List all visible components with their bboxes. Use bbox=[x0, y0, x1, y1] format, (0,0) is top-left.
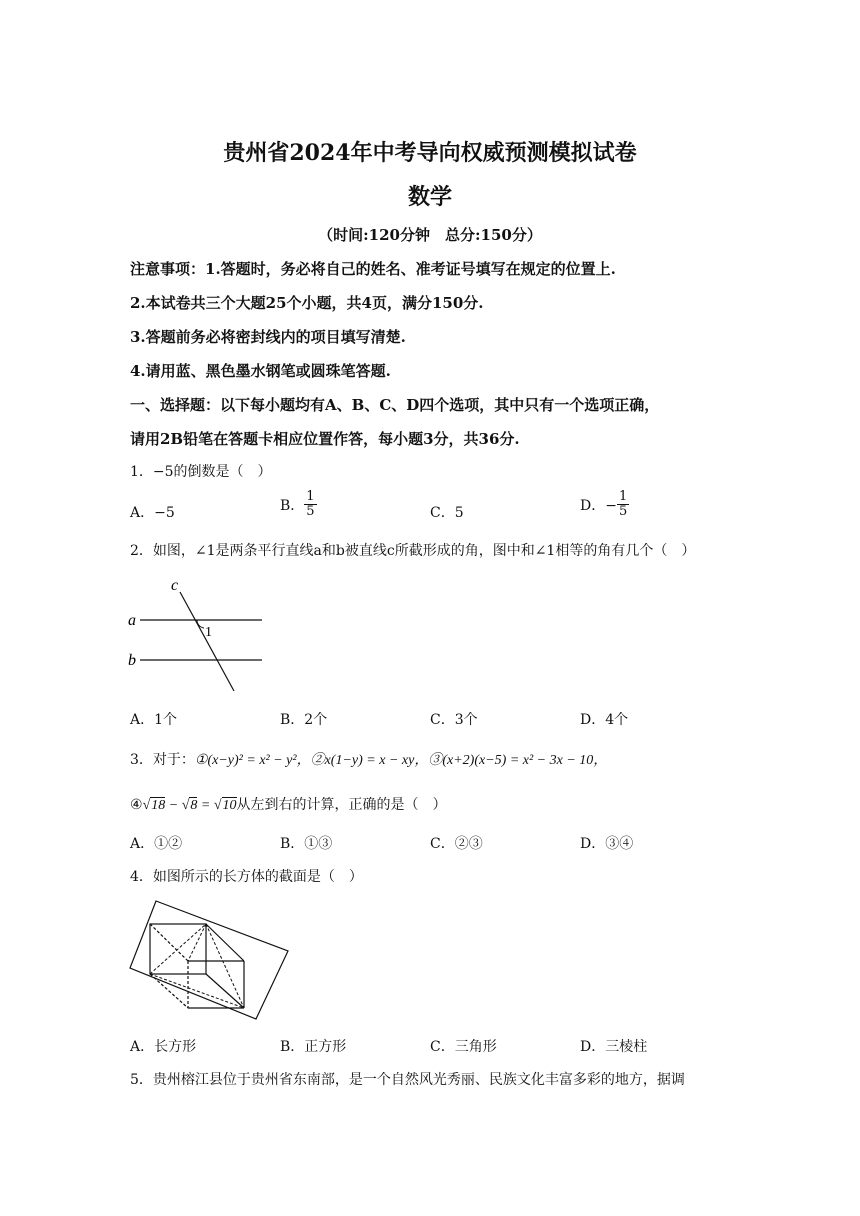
q1-option-d-fraction bbox=[617, 490, 629, 520]
exam-subject: 数学 bbox=[407, 184, 452, 210]
line-c bbox=[180, 592, 234, 691]
edge-top-right bbox=[206, 924, 244, 961]
q1-option-d bbox=[580, 490, 629, 520]
notice-line-2: 2.本试卷共三个大题25个小题，共4页，满分150分. bbox=[130, 294, 484, 312]
q1-d-den: 5 bbox=[618, 504, 628, 520]
q4-stem: 4．如图所示的长方体的截面是（ ） bbox=[130, 869, 363, 885]
notice-line-3: 3.答题前务必将密封线内的项目填写清楚. bbox=[130, 328, 406, 346]
q5-stem: 5．贵州榕江县位于贵州省东南部，是一个自然风光秀丽、民族文化丰富多彩的地方，据调 bbox=[130, 1072, 685, 1088]
edge-bottom-left-hidden bbox=[150, 974, 188, 1008]
fig-label-a: a bbox=[128, 612, 136, 629]
q4-option-d: D．三棱柱 bbox=[580, 1039, 648, 1055]
q1-option-b-label: B． bbox=[280, 497, 305, 514]
notice-line-1: 注意事项：1.答题时，务必将自己的姓名、准考证号填写在规定的位置上. bbox=[130, 260, 616, 278]
q3-expr-4-circle: ④ bbox=[130, 797, 143, 813]
q1-d-num: 1 bbox=[618, 489, 628, 504]
q3-equals: = bbox=[197, 798, 214, 813]
q2-stem: 2．如图，∠1是两条平行直线a和b被直线c所截形成的角，图中和∠1相等的角有几个（ ） bbox=[130, 543, 696, 559]
q2-option-a: A．1个 bbox=[130, 712, 178, 728]
section-diagonal-1 bbox=[188, 924, 206, 961]
q1-option-b bbox=[280, 490, 317, 520]
q4-option-b: B．正方形 bbox=[280, 1039, 347, 1055]
q1-b-num: 1 bbox=[306, 489, 315, 504]
q3-line-2 bbox=[130, 794, 447, 814]
fig-label-b: b bbox=[128, 652, 136, 669]
section1-instruction-1: 一、选择题：以下每小题均有A、B、C、D四个选项，其中只有一个选项正确， bbox=[130, 396, 660, 414]
section-diagonal-3 bbox=[150, 974, 244, 1008]
q1-option-d-label: D．− bbox=[580, 497, 617, 514]
q3-sqrt-18: 18 bbox=[151, 798, 166, 813]
q2-option-d: D．4个 bbox=[580, 712, 629, 728]
q3-expr-1: ①(x−y)² = x² − y²， bbox=[194, 753, 311, 768]
q1-option-c: C．5 bbox=[430, 505, 464, 521]
q3-option-a: A．①② bbox=[130, 836, 183, 852]
q3-option-b: B．①③ bbox=[280, 836, 333, 852]
q4-option-c: C．三角形 bbox=[430, 1039, 497, 1055]
q1-option-a: A．−5 bbox=[130, 505, 175, 521]
notice-line-4: 4.请用蓝、黑色墨水钢笔或圆珠笔答题. bbox=[130, 362, 391, 380]
q3-sqrt-8: 8 bbox=[190, 798, 198, 813]
q3-tail: 从左到右的计算，正确的是（ ） bbox=[236, 797, 447, 813]
section-diagonal-2 bbox=[206, 924, 244, 1008]
q3-expr-3: ③(x+2)(x−5) = x² − 3x − 10， bbox=[428, 753, 608, 768]
edge-bottom-right bbox=[206, 974, 244, 1008]
q3-line-1 bbox=[130, 749, 607, 769]
q4-cuboid-section-figure bbox=[126, 896, 294, 1024]
time-info: （时间:120分钟 总分:150分） bbox=[318, 226, 542, 244]
q2-option-c: C．3个 bbox=[430, 712, 478, 728]
fig-label-c: c bbox=[171, 577, 179, 594]
edge-top-left-hidden bbox=[150, 924, 188, 961]
q2-option-b: B．2个 bbox=[280, 712, 328, 728]
section1-instruction-2: 请用2B铅笔在答题卡相应位置作答，每小题3分，共36分. bbox=[130, 430, 520, 448]
q3-minus: − bbox=[165, 798, 182, 813]
q3-prefix: 3．对于： bbox=[130, 752, 195, 768]
angle-1-arc bbox=[197, 620, 204, 628]
q3-expr-2: ②x(1−y) = x − xy， bbox=[310, 753, 429, 768]
exam-title: 贵州省2024年中考导向权威预测模拟试卷 bbox=[223, 140, 637, 166]
q3-option-c: C．②③ bbox=[430, 836, 483, 852]
q2-parallel-lines-figure bbox=[124, 574, 274, 700]
q4-option-a: A．长方形 bbox=[130, 1039, 197, 1055]
q3-expr-4: √18 − √8 = √10 bbox=[142, 798, 237, 813]
q3-option-d: D．③④ bbox=[580, 836, 634, 852]
cutting-plane bbox=[130, 901, 288, 1019]
q1-stem: 1．−5的倒数是（ ） bbox=[130, 464, 272, 480]
fig-label-angle-1: 1 bbox=[205, 625, 212, 640]
q3-sqrt-10: 10 bbox=[222, 798, 237, 813]
q1-b-den: 5 bbox=[306, 504, 315, 520]
q1-option-b-fraction bbox=[304, 490, 316, 520]
